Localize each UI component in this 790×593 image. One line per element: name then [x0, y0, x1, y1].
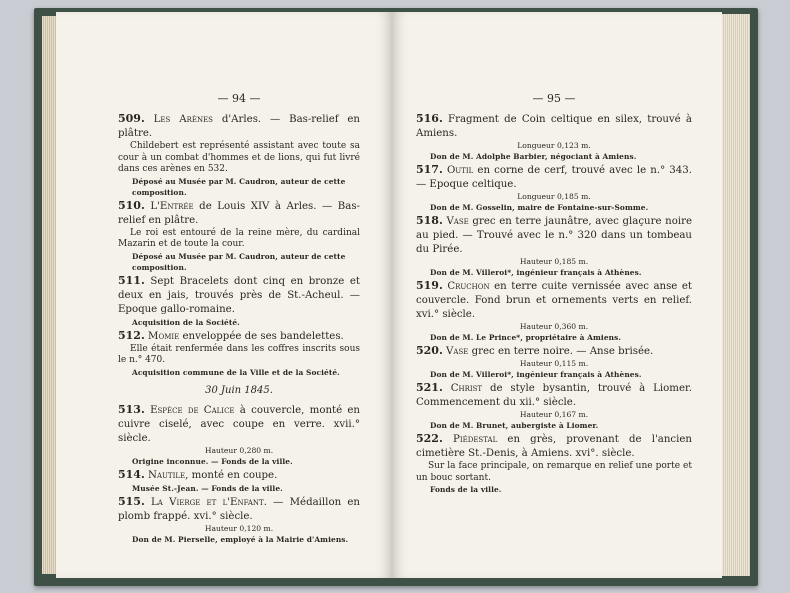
entry-line [118, 274, 360, 317]
entry-number: 515. [118, 494, 145, 508]
entry-number: 509. [118, 112, 145, 125]
entry-line [416, 432, 692, 461]
entry-line [118, 495, 360, 524]
catalog-entry [118, 329, 360, 378]
entry-line [118, 329, 360, 344]
entry-provenance: Acquisition commune de la Ville et de la Société. [132, 367, 340, 377]
entry-title: Piédestal [452, 434, 498, 445]
entry-measurement: Longueur 0,123 m. [517, 141, 591, 150]
entry-provenance: Don de M. Villeroi*, ingénieur français à Athènes. [430, 370, 642, 379]
catalog-entry [118, 403, 360, 467]
entry-number: 512. [118, 328, 145, 342]
entry-title: Les Arènes [153, 114, 213, 125]
page-number: — 95 — [532, 92, 576, 105]
entry-line [416, 112, 692, 141]
entry-provenance: Don de M. Adolphe Barbier, négociant à Amiens. [430, 152, 637, 161]
entry-note: Le roi est entouré de la reine mère, du cardinal Mazarin et de toute la cour. [118, 227, 360, 249]
entry-description: Sept Bracelets dont cinq en bronze et deux en jais, trouvés près de St.-Acheul. — Epoque gallo-romaine. [118, 275, 360, 315]
page-number: — 94 — [217, 92, 261, 105]
entry-provenance: Don de M. Le Prince*, propriétaire à Amiens. [430, 333, 622, 342]
entry-number: 514. [118, 467, 145, 481]
entry-description: grec en terre jaunâtre, avec glaçure noire au pied. — Trouvé avec le n.° 320 dans un tombeau du Pirée. [416, 216, 692, 255]
entry-title: Vase [446, 216, 469, 227]
entry-provenance: Don de M. Brunet, aubergiste à Liomer. [430, 421, 599, 430]
entry-number: 520. [416, 344, 443, 357]
catalog-entry [416, 432, 692, 495]
entry-note: Sur la face principale, on remarque en relief une porte et un bouc sortant. [416, 461, 692, 483]
entry-note: Elle était renfermée dans les coffres inscrits sous le n.° 470. [118, 343, 360, 365]
entry-description: de Louis XIV à Arles. — Bas-relief en plâtre. [118, 200, 360, 226]
catalog-entry [118, 199, 360, 273]
entry-line [416, 344, 692, 359]
entry-line [118, 403, 360, 446]
entry-number: 517. [416, 163, 443, 176]
entry-provenance: Don de M. Villeroi*, ingénieur français à Athènes. [430, 268, 642, 277]
entry-provenance: Déposé au Musée par M. Caudron, auteur de cette composition. [132, 176, 346, 197]
entry-description: à couvercle, monté en cuivre ciselé, avec coupe en verre. xvii.° siècle. [118, 404, 360, 444]
entry-measurement: Longueur 0,185 m. [517, 192, 591, 201]
entry-title: Momie [148, 330, 180, 342]
entry-description: en terre cuite vernissée avec anse et couvercle. Fond brun et ornements verts en relief. xvi.° siècle. [416, 281, 692, 320]
catalog-entry [416, 381, 692, 431]
entry-title: Nautile [148, 469, 186, 481]
entry-provenance: Acquisition de la Société. [132, 317, 240, 327]
entry-line [416, 279, 692, 322]
catalog-entry [118, 468, 360, 494]
entry-description: en grès, provenant de l'ancien cimetière St.-Denis, à Amiens. xvi°. siècle. [416, 434, 692, 459]
entry-measurement: Hauteur 0,360 m. [519, 322, 589, 331]
entry-number: 511. [118, 273, 145, 287]
entry-number: 518. [416, 214, 443, 227]
entry-provenance: Déposé au Musée par M. Caudron, auteur de cette composition. [132, 251, 346, 272]
entry-measurement: Hauteur 0,120 m. [204, 523, 274, 533]
catalog-entry [416, 279, 692, 343]
entry-note: Childebert est représenté assistant avec toute sa cour à un combat d'hommes et de lions, qui fut livré dans ces arènes en 532. [118, 141, 360, 174]
entry-title: Cruchon [447, 281, 490, 292]
entry-line [118, 112, 360, 141]
entry-provenance: Origine inconnue. — Fonds de la ville. [132, 456, 293, 466]
catalog-entry [416, 163, 692, 213]
entry-description: enveloppée de ses bandelettes. [179, 330, 344, 342]
catalog-entry [416, 344, 692, 380]
entry-provenance: Don de M. Pierselle, employé à la Mairie d'Amiens. [132, 534, 349, 544]
left-page [56, 12, 392, 578]
entry-number: 516. [416, 112, 443, 125]
entry-measurement: Hauteur 0,280 m. [204, 445, 274, 455]
entry-title: La Vierge et l'Enfant. [151, 496, 267, 508]
entry-description: grec en terre noire. — Anse brisée. [468, 346, 654, 357]
catalog-entry [416, 112, 692, 162]
entry-title: Christ [450, 383, 483, 394]
right-page [392, 12, 722, 578]
catalog-entry [416, 214, 692, 278]
entry-line [118, 468, 360, 483]
entry-line [416, 214, 692, 257]
section-date: 30 Juin 1845. [205, 384, 273, 396]
left-page-text [118, 92, 360, 546]
entry-line [416, 163, 692, 192]
entry-description: en corne de cerf, trouvé avec le n.° 343. — Epoque celtique. [416, 165, 692, 190]
catalog-entry [118, 112, 360, 198]
entry-provenance: Musée St.-Jean. — Fonds de la ville. [132, 483, 283, 493]
entry-number: 521. [416, 381, 443, 394]
entry-measurement: Hauteur 0,185 m. [519, 257, 589, 266]
entry-description: de style bysantin, trouvé à Liomer. Commencement du xii.° siècle. [416, 383, 692, 408]
entry-line [118, 199, 360, 228]
entry-description: Fragment de Coin celtique en silex, trouvé à Amiens. [416, 114, 692, 139]
catalog-entry [118, 274, 360, 328]
entry-provenance: Don de M. Gosselin, maire de Fontaine-sur-Somme. [430, 203, 649, 212]
entry-number: 513. [118, 402, 145, 416]
entry-title: Espèce de Calice [150, 404, 235, 416]
entry-number: 522. [416, 432, 443, 445]
right-page-text [416, 92, 692, 496]
entry-description: d'Arles. — Bas-relief en plâtre. [118, 114, 360, 139]
entry-title: Vase [446, 346, 469, 357]
entry-line [416, 381, 692, 410]
entry-title: L'Entrée [150, 200, 194, 212]
right-page-edges [720, 14, 750, 576]
entry-provenance: Fonds de la ville. [430, 485, 502, 494]
entry-description: — Médaillon en plomb frappé. xvi.° siècle. [118, 496, 360, 522]
entry-number: 510. [118, 198, 145, 212]
entry-measurement: Hauteur 0,167 m. [519, 410, 589, 419]
entry-description: , monté en coupe. [185, 469, 278, 481]
entry-measurement: Hauteur 0,115 m. [519, 359, 589, 368]
entry-number: 519. [416, 279, 443, 292]
entry-title: Outil [446, 165, 474, 176]
catalog-entry [118, 495, 360, 545]
